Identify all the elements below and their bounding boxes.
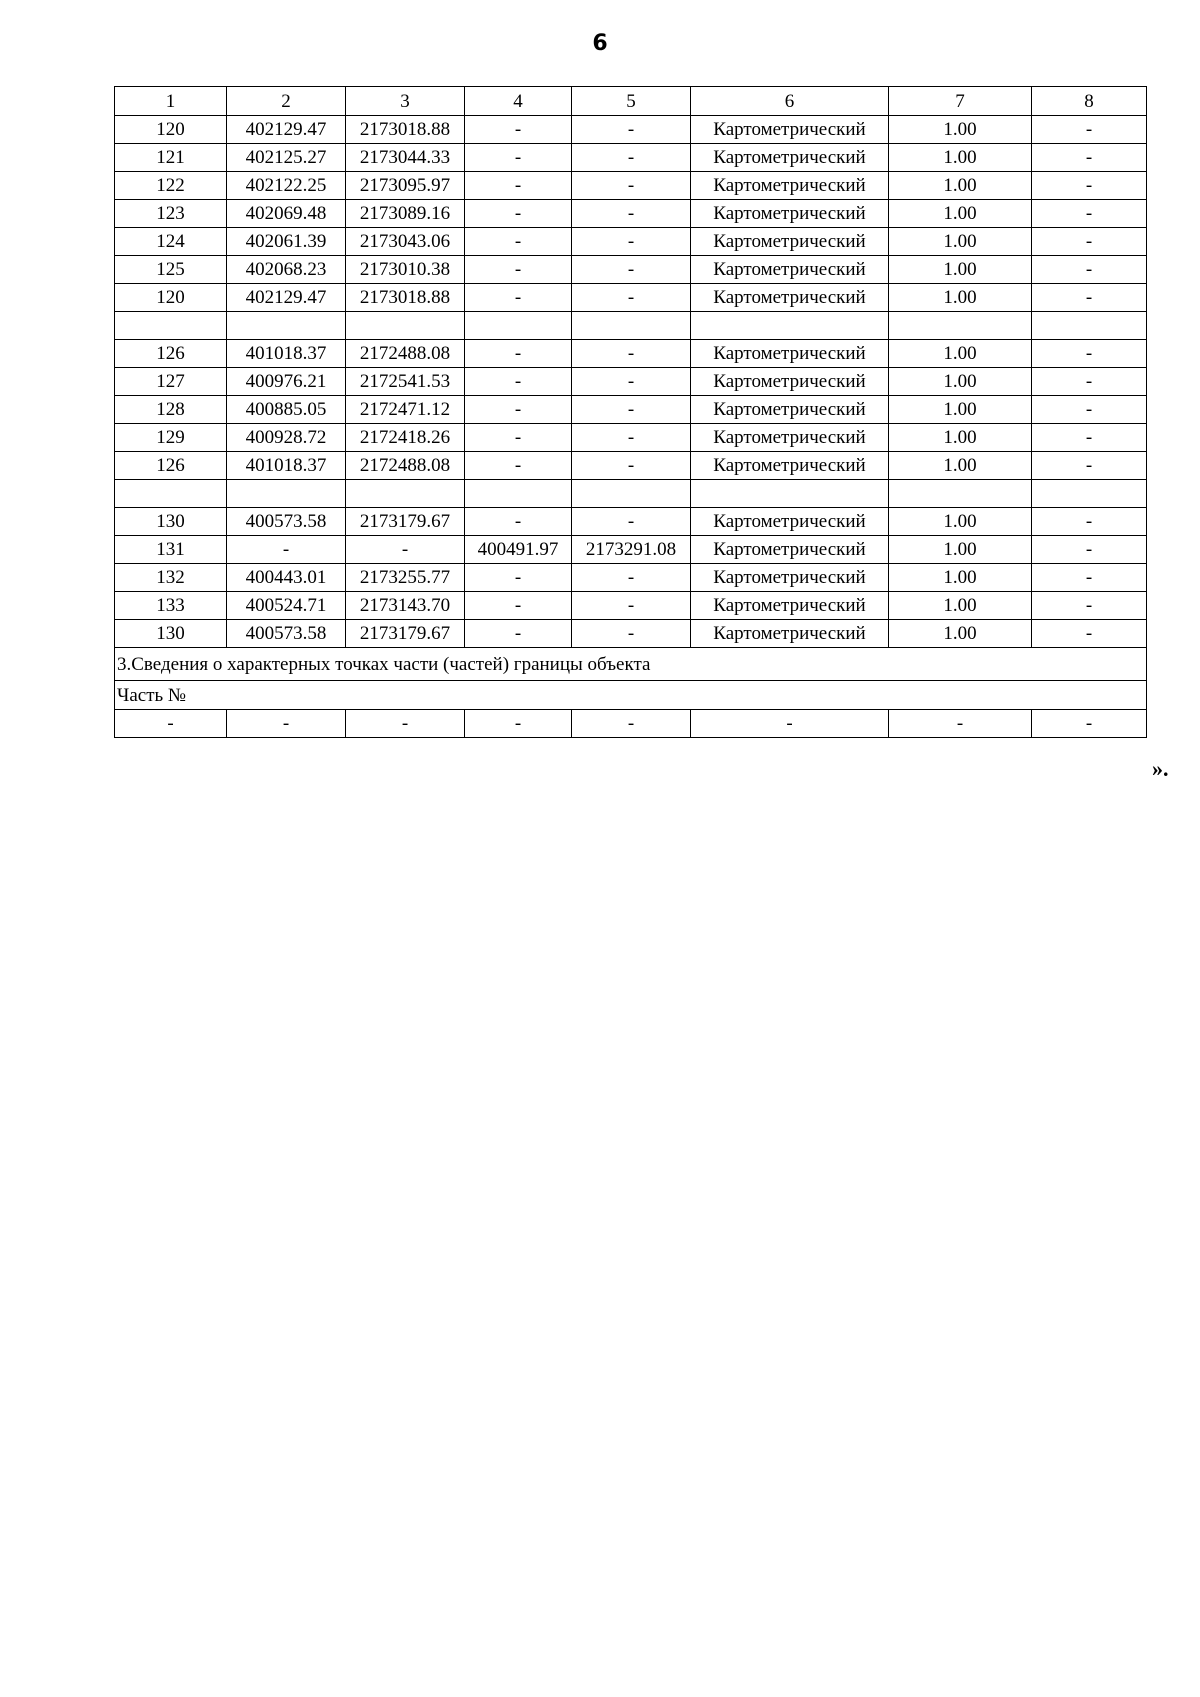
table-cell-col-4: -: [465, 228, 572, 256]
table-cell-col-4: 400491.97: [465, 536, 572, 564]
table-cell-col-8: -: [1032, 592, 1147, 620]
table-cell-col-1: 128: [115, 396, 227, 424]
table-separator-row: [115, 312, 1147, 340]
table-cell-col-6: Картометрический: [691, 508, 889, 536]
table-row: [115, 536, 1147, 564]
table-cell-col-3: [346, 312, 465, 340]
table-cell-col-7: 1.00: [889, 508, 1032, 536]
table-row: [115, 228, 1147, 256]
table-cell-col-5: -: [572, 200, 691, 228]
section-title-row: [115, 648, 1147, 681]
table-cell-col-8: -: [1032, 200, 1147, 228]
table-cell-col-3: 2172488.08: [346, 452, 465, 480]
table-cell-col-6: Картометрический: [691, 116, 889, 144]
table-cell-col-4: [465, 480, 572, 508]
table-cell-col-2: [227, 480, 346, 508]
table-cell-col-5: -: [572, 144, 691, 172]
table-cell-col-8: -: [1032, 368, 1147, 396]
table-cell-col-3: 2172541.53: [346, 368, 465, 396]
table-cell-col-8: -: [1032, 284, 1147, 312]
table-cell-col-8: -: [1032, 508, 1147, 536]
table-header-row: [115, 87, 1147, 116]
table-cell-col-1: 124: [115, 228, 227, 256]
table-cell-col-6: Картометрический: [691, 452, 889, 480]
table-cell-col-8: -: [1032, 452, 1147, 480]
table-cell-col-7: 1.00: [889, 172, 1032, 200]
table-cell-col-8: -: [1032, 144, 1147, 172]
table-cell-col-4: -: [465, 340, 572, 368]
table-cell-col-7: 1.00: [889, 256, 1032, 284]
table-cell-col-5: -: [572, 340, 691, 368]
table-cell-col-2: 400443.01: [227, 564, 346, 592]
table-cell-col-3: -: [346, 710, 465, 738]
table-cell-col-7: 1.00: [889, 340, 1032, 368]
table-cell-col-5: -: [572, 172, 691, 200]
table-body: [115, 87, 1147, 738]
table-cell-col-6: 6: [691, 87, 889, 116]
table-cell-col-4: -: [465, 396, 572, 424]
part-data-row: [115, 710, 1147, 738]
table-cell-col-3: 2173089.16: [346, 200, 465, 228]
table-cell-col-5: -: [572, 564, 691, 592]
table-cell-col-5: -: [572, 710, 691, 738]
table-cell-col-7: 1.00: [889, 424, 1032, 452]
table-cell-col-2: 400524.71: [227, 592, 346, 620]
table-cell-col-6: Картометрический: [691, 368, 889, 396]
table-cell-col-7: 1.00: [889, 228, 1032, 256]
table-cell-col-4: -: [465, 144, 572, 172]
table-cell-col-5: -: [572, 620, 691, 648]
table-cell-col-7: 1.00: [889, 536, 1032, 564]
table-cell-col-8: -: [1032, 228, 1147, 256]
table-cell-col-8: -: [1032, 256, 1147, 284]
table-cell-col-5: -: [572, 116, 691, 144]
table-row: [115, 592, 1147, 620]
table-cell-col-5: -: [572, 284, 691, 312]
table-cell-col-6: Картометрический: [691, 256, 889, 284]
table-cell-col-2: 402122.25: [227, 172, 346, 200]
table-cell-col-1: 126: [115, 340, 227, 368]
table-cell-col-3: 2173179.67: [346, 508, 465, 536]
table-cell-col-6: Картометрический: [691, 172, 889, 200]
table-cell-col-3: 2173255.77: [346, 564, 465, 592]
table-cell-col-6: Картометрический: [691, 144, 889, 172]
table-cell-col-6: Картометрический: [691, 424, 889, 452]
table-cell-col-4: -: [465, 452, 572, 480]
table-cell-col-3: 3: [346, 87, 465, 116]
table-cell-col-2: 402129.47: [227, 116, 346, 144]
table-cell-col-3: [346, 480, 465, 508]
table-row: [115, 508, 1147, 536]
table-cell-col-2: [227, 312, 346, 340]
table-cell-col-1: 122: [115, 172, 227, 200]
table-cell-col-4: -: [465, 116, 572, 144]
table-cell-col-1: 126: [115, 452, 227, 480]
table-cell-col-4: -: [465, 200, 572, 228]
table-row: [115, 256, 1147, 284]
table-cell-col-2: 401018.37: [227, 340, 346, 368]
table-cell-col-7: [889, 480, 1032, 508]
table-cell-col-5: -: [572, 396, 691, 424]
table-cell-col-5: -: [572, 424, 691, 452]
table-cell-col-8: 8: [1032, 87, 1147, 116]
table-cell-col-3: -: [346, 536, 465, 564]
table-cell-col-7: -: [889, 710, 1032, 738]
table-cell-col-1: 129: [115, 424, 227, 452]
table-cell-col-1: 130: [115, 508, 227, 536]
page-number: 6: [592, 31, 608, 56]
table-cell-col-4: -: [465, 620, 572, 648]
table-cell-col-6: Картометрический: [691, 200, 889, 228]
table-cell-col-4: -: [465, 592, 572, 620]
table-cell-col-4: -: [465, 424, 572, 452]
table-cell-col-5: -: [572, 228, 691, 256]
table-cell-col-7: 1.00: [889, 116, 1032, 144]
table-cell-col-8: -: [1032, 536, 1147, 564]
table-cell-col-5: -: [572, 256, 691, 284]
table-cell-col-6: Картометрический: [691, 592, 889, 620]
table-cell-col-7: 1.00: [889, 592, 1032, 620]
table-cell-col-7: 1.00: [889, 396, 1032, 424]
table-cell-col-8: -: [1032, 424, 1147, 452]
table-cell-col-8: -: [1032, 172, 1147, 200]
table-cell-col-6: [691, 312, 889, 340]
table-cell-col-5: -: [572, 368, 691, 396]
table-row: [115, 396, 1147, 424]
table-row: [115, 284, 1147, 312]
table-cell-col-6: Картометрический: [691, 284, 889, 312]
table-cell-col-3: 2172471.12: [346, 396, 465, 424]
table-cell-col-8: -: [1032, 396, 1147, 424]
table-cell-col-4: -: [465, 710, 572, 738]
table-cell-col-2: 402068.23: [227, 256, 346, 284]
table-cell-col-4: -: [465, 284, 572, 312]
table-cell-col-1: 131: [115, 536, 227, 564]
table-cell-col-7: 1.00: [889, 284, 1032, 312]
table-row: [115, 116, 1147, 144]
table-cell-col-5: [572, 480, 691, 508]
table-cell-col-3: 2172418.26: [346, 424, 465, 452]
table-cell-col-2: 400976.21: [227, 368, 346, 396]
table-row: [115, 452, 1147, 480]
table-cell-col-7: 1.00: [889, 564, 1032, 592]
table-cell-col-8: -: [1032, 620, 1147, 648]
table-cell-col-1: 125: [115, 256, 227, 284]
table-cell-col-1: -: [115, 710, 227, 738]
table-cell-col-1: 132: [115, 564, 227, 592]
table-cell-col-3: 2173095.97: [346, 172, 465, 200]
table-cell-col-5: 2173291.08: [572, 536, 691, 564]
table-cell-col-3: 2173010.38: [346, 256, 465, 284]
table-cell-col-2: -: [227, 536, 346, 564]
table-cell-col-2: -: [227, 710, 346, 738]
table-cell-col-4: 4: [465, 87, 572, 116]
table-row: [115, 424, 1147, 452]
table-cell-col-5: [572, 312, 691, 340]
table-separator-row: [115, 480, 1147, 508]
table-cell-col-3: 2173143.70: [346, 592, 465, 620]
table-cell-col-2: 400885.05: [227, 396, 346, 424]
table-row: [115, 340, 1147, 368]
table-cell-col-7: 7: [889, 87, 1032, 116]
table-cell-col-1: 121: [115, 144, 227, 172]
table-cell-col-8: [1032, 312, 1147, 340]
table-cell-col-7: 1.00: [889, 368, 1032, 396]
table-row: [115, 200, 1147, 228]
table-cell-col-2: 400573.58: [227, 620, 346, 648]
table-cell-col-2: 402061.39: [227, 228, 346, 256]
table-cell-col-6: Картометрический: [691, 536, 889, 564]
table-cell-col-4: -: [465, 564, 572, 592]
table-cell-col-3: 2173018.88: [346, 284, 465, 312]
table-cell-col-3: 2172488.08: [346, 340, 465, 368]
coordinates-table: [114, 86, 1147, 738]
table-cell-col-6: Картометрический: [691, 396, 889, 424]
table-cell-col-8: -: [1032, 710, 1147, 738]
table-cell-col-4: -: [465, 368, 572, 396]
table-cell-col-3: 2173179.67: [346, 620, 465, 648]
table-cell-col-5: -: [572, 592, 691, 620]
table-cell-col-2: 400573.58: [227, 508, 346, 536]
table-cell-col-1: 1: [115, 87, 227, 116]
section-title: 3.Сведения о характерных точках части (частей) границы объекта: [115, 648, 1147, 681]
table-cell-col-2: 401018.37: [227, 452, 346, 480]
table-cell-col-2: 402069.48: [227, 200, 346, 228]
table-cell-col-4: -: [465, 508, 572, 536]
table-row: [115, 144, 1147, 172]
table-cell-col-4: -: [465, 256, 572, 284]
table-cell-col-3: 2173043.06: [346, 228, 465, 256]
table-row: [115, 564, 1147, 592]
table-cell-col-5: -: [572, 508, 691, 536]
table-cell-col-8: -: [1032, 116, 1147, 144]
table-row: [115, 368, 1147, 396]
table-cell-col-6: [691, 480, 889, 508]
part-label-row: [115, 681, 1147, 710]
table-row: [115, 620, 1147, 648]
table-cell-col-4: [465, 312, 572, 340]
table-cell-col-1: 127: [115, 368, 227, 396]
table-cell-col-6: Картометрический: [691, 620, 889, 648]
table-cell-col-1: 133: [115, 592, 227, 620]
table-cell-col-6: Картометрический: [691, 228, 889, 256]
table-row: [115, 172, 1147, 200]
table-cell-col-1: 130: [115, 620, 227, 648]
table-cell-col-1: 120: [115, 116, 227, 144]
table-cell-col-1: 120: [115, 284, 227, 312]
table-cell-col-7: 1.00: [889, 452, 1032, 480]
table-cell-col-1: [115, 312, 227, 340]
table-cell-col-8: -: [1032, 340, 1147, 368]
table-cell-col-2: 402125.27: [227, 144, 346, 172]
table-cell-col-7: 1.00: [889, 620, 1032, 648]
table-cell-col-3: 2173018.88: [346, 116, 465, 144]
table-cell-col-8: -: [1032, 564, 1147, 592]
table-cell-col-1: 123: [115, 200, 227, 228]
table-cell-col-6: -: [691, 710, 889, 738]
table-cell-col-6: Картометрический: [691, 340, 889, 368]
table-cell-col-4: -: [465, 172, 572, 200]
table-cell-col-1: [115, 480, 227, 508]
table-cell-col-5: 5: [572, 87, 691, 116]
table-cell-col-3: 2173044.33: [346, 144, 465, 172]
table-cell-col-2: 2: [227, 87, 346, 116]
table-cell-col-8: [1032, 480, 1147, 508]
part-label: Часть №: [115, 681, 1147, 710]
closing-quote-mark: ».: [1152, 756, 1169, 781]
table-cell-col-5: -: [572, 452, 691, 480]
table-cell-col-7: 1.00: [889, 144, 1032, 172]
table-cell-col-2: 402129.47: [227, 284, 346, 312]
table-cell-col-6: Картометрический: [691, 564, 889, 592]
table-cell-col-2: 400928.72: [227, 424, 346, 452]
table-cell-col-7: [889, 312, 1032, 340]
table-cell-col-7: 1.00: [889, 200, 1032, 228]
